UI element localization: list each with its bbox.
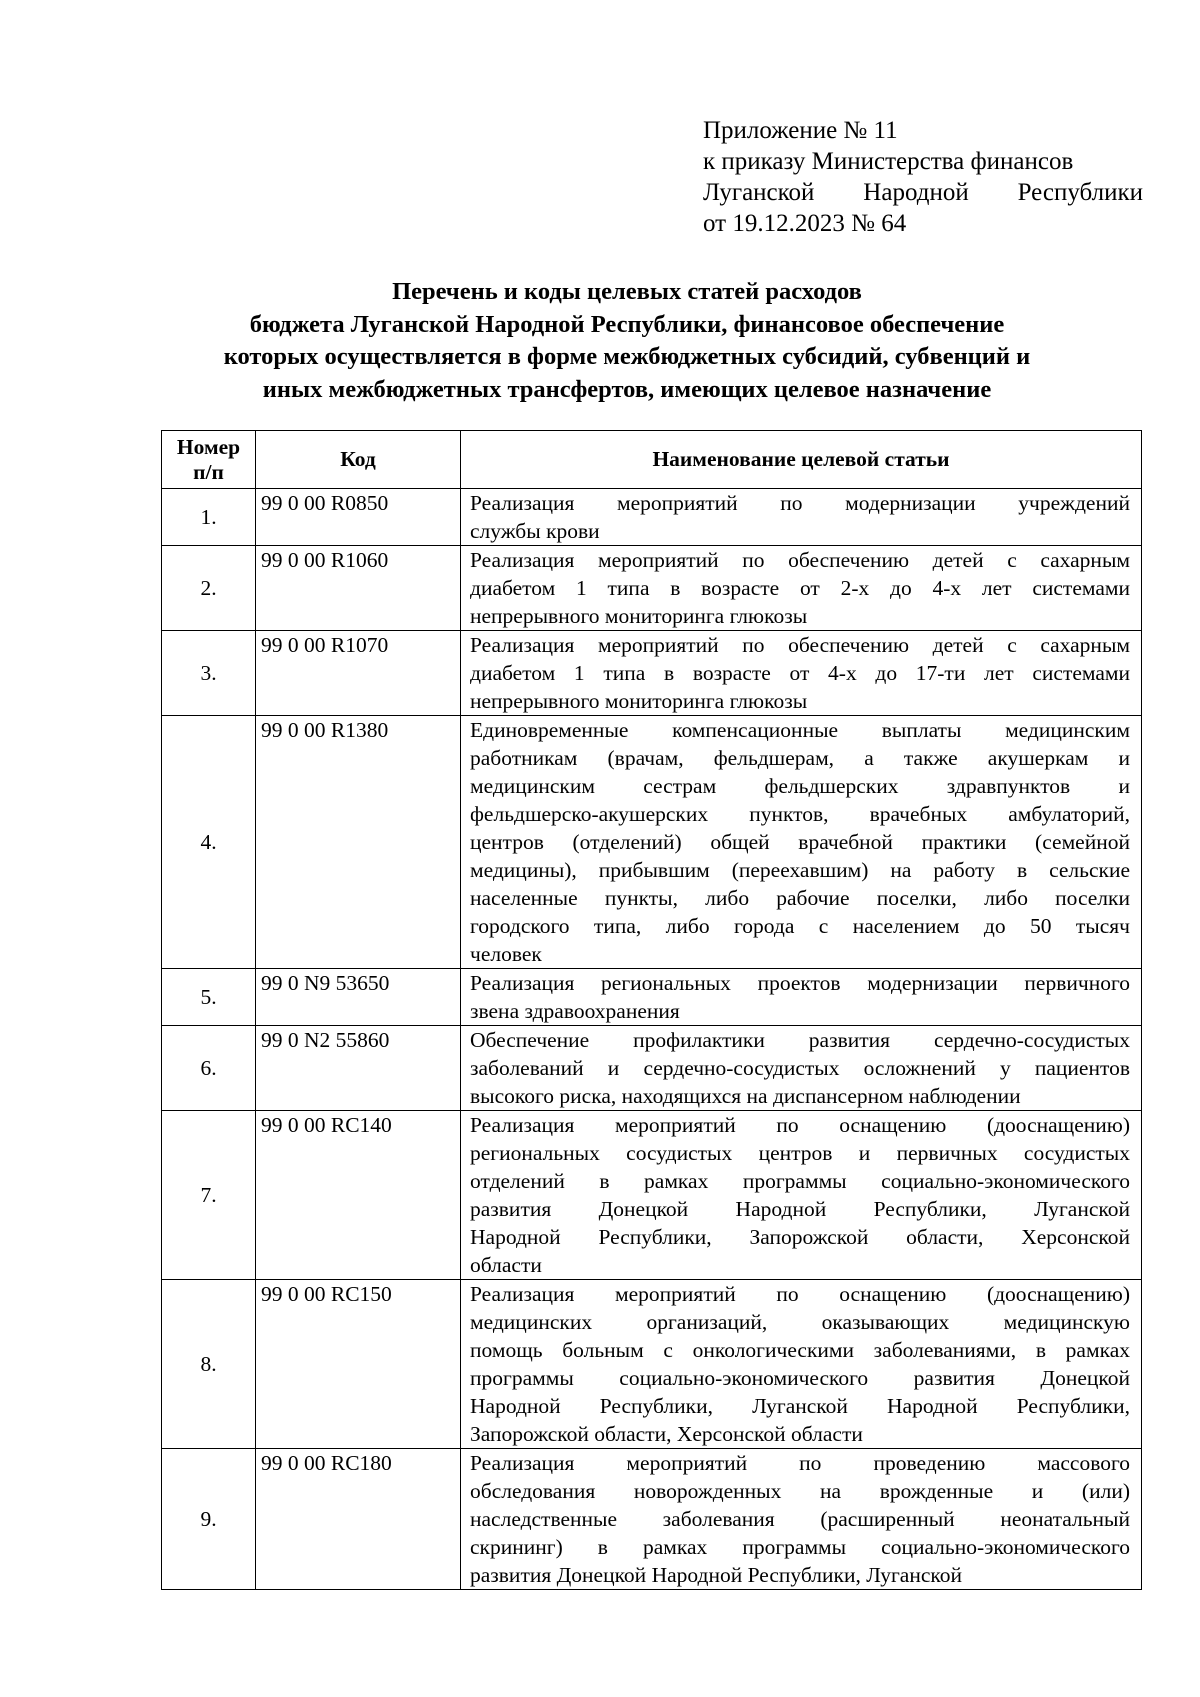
header-code: Код <box>256 431 461 489</box>
header-number-line: п/п <box>193 459 224 484</box>
title-line: Перечень и коды целевых статей расходов <box>392 278 862 305</box>
row-name-line: области <box>470 1253 542 1277</box>
row-name-line: Народной Республики, Запорожской области, Херсонской <box>470 1225 1130 1249</box>
row-name-line: Народной Республики, Луганской Народной Республики, <box>470 1394 1130 1418</box>
row-name <box>461 631 1142 716</box>
row-name-line: Обеспечение профилактики развития сердечно-сосудистых <box>470 1028 1130 1052</box>
row-name <box>461 1111 1142 1280</box>
row-name-line: региональных сосудистых центров и первичных сосудистых <box>470 1141 1130 1165</box>
row-number: 6. <box>162 1026 256 1111</box>
table-row <box>162 489 1142 546</box>
row-code: 99 0 00 RC180 <box>256 1449 461 1590</box>
row-number: 3. <box>162 631 256 716</box>
row-name-line: отделений в рамках программы социально-экономического <box>470 1169 1130 1193</box>
row-name-line: Реализация мероприятий по обеспечению детей с сахарным <box>470 548 1130 572</box>
row-name-line: медицины), прибывшим (переехавшим) на работу в сельские <box>470 858 1130 882</box>
table-row <box>162 631 1142 716</box>
table-row <box>162 1026 1142 1111</box>
row-name-line: развития Донецкой Народной Республики, Луганской <box>470 1197 1130 1221</box>
appendix-line: Приложение № 11 <box>703 117 898 144</box>
row-code: 99 0 00 R0850 <box>256 489 461 546</box>
row-name-line: диабетом 1 типа в возрасте от 4-х до 17-ти лет системами <box>470 661 1130 685</box>
row-name-line: обследования новорожденных на врожденные и (или) <box>470 1479 1130 1503</box>
row-code: 99 0 00 RC140 <box>256 1111 461 1280</box>
row-name-line: Реализация региональных проектов модернизации первичного <box>470 971 1130 995</box>
row-name-line: программы социально-экономического развития Донецкой <box>470 1366 1130 1390</box>
row-number: 4. <box>162 716 256 969</box>
row-number: 2. <box>162 546 256 631</box>
row-name <box>461 489 1142 546</box>
row-name-line: звена здравоохранения <box>470 999 680 1023</box>
row-name-line: наследственные заболевания (расширенный неонатальный <box>470 1507 1130 1531</box>
document-title <box>150 276 1104 406</box>
table-header-row <box>162 431 1142 489</box>
target-articles-table <box>161 430 1142 1590</box>
row-name-line: Запорожской области, Херсонской области <box>470 1422 863 1446</box>
table-row <box>162 716 1142 969</box>
row-name-line: человек <box>470 942 542 966</box>
row-number: 9. <box>162 1449 256 1590</box>
row-name-line: службы крови <box>470 519 600 543</box>
row-name <box>461 1026 1142 1111</box>
table-body <box>162 489 1142 1590</box>
row-name-line: медицинским сестрам фельдшерских здравпунктов и <box>470 774 1130 798</box>
row-name-line: Реализация мероприятий по обеспечению детей с сахарным <box>470 633 1130 657</box>
header-number <box>162 431 256 489</box>
row-number: 7. <box>162 1111 256 1280</box>
row-code: 99 0 N2 55860 <box>256 1026 461 1111</box>
header-name: Наименование целевой статьи <box>461 431 1142 489</box>
row-name-line: Реализация мероприятий по оснащению (дооснащению) <box>470 1282 1130 1306</box>
row-number: 1. <box>162 489 256 546</box>
row-code: 99 0 N9 53650 <box>256 969 461 1026</box>
title-line: бюджета Луганской Народной Республики, финансовое обеспечение <box>249 310 1005 338</box>
row-name-line: Реализация мероприятий по оснащению (дооснащению) <box>470 1113 1130 1137</box>
row-name <box>461 969 1142 1026</box>
row-name-line: развития Донецкой Народной Республики, Луганской <box>470 1563 963 1587</box>
row-number: 5. <box>162 969 256 1026</box>
row-name-line: Единовременные компенсационные выплаты медицинским <box>470 718 1130 742</box>
row-code: 99 0 00 R1060 <box>256 546 461 631</box>
appendix-line: Луганской Народной Республики <box>703 179 1143 206</box>
row-name-line: центров (отделений) общей врачебной практики (семейной <box>470 830 1130 854</box>
row-code: 99 0 00 R1380 <box>256 716 461 969</box>
row-number: 8. <box>162 1280 256 1449</box>
header-number-line: Номер <box>176 434 241 459</box>
row-name <box>461 546 1142 631</box>
table-row <box>162 1280 1142 1449</box>
row-name-line: диабетом 1 типа в возрасте от 2-х до 4-х лет системами <box>470 576 1130 600</box>
title-line: иных межбюджетных трансфертов, имеющих целевое назначение <box>262 375 992 403</box>
row-name-line: непрерывного мониторинга глюкозы <box>470 689 808 713</box>
row-name-line: высокого риска, находящихся на диспансерном наблюдении <box>470 1084 1021 1108</box>
row-name-line: непрерывного мониторинга глюкозы <box>470 604 808 628</box>
row-name-line: Реализация мероприятий по модернизации учреждений <box>470 491 1130 515</box>
appendix-line: от 19.12.2023 № 64 <box>703 210 907 237</box>
row-name-line: скрининг) в рамках программы социально-экономического <box>470 1535 1130 1559</box>
row-name <box>461 1280 1142 1449</box>
row-name-line: населенные пункты, либо рабочие поселки, либо поселки <box>470 886 1130 910</box>
row-name-line: заболеваний и сердечно-сосудистых осложнений у пациентов <box>470 1056 1130 1080</box>
table-row <box>162 1449 1142 1590</box>
title-line: которых осуществляется в форме межбюджетных субсидий, субвенций и <box>223 343 1031 370</box>
row-name-line: работникам (врачам, фельдшерам, а также акушеркам и <box>470 746 1130 770</box>
row-name <box>461 716 1142 969</box>
table-row <box>162 969 1142 1026</box>
row-name-line: Реализация мероприятий по проведению массового <box>470 1451 1130 1475</box>
appendix-block <box>703 115 1143 239</box>
row-code: 99 0 00 R1070 <box>256 631 461 716</box>
row-code: 99 0 00 RC150 <box>256 1280 461 1449</box>
row-name-line: городского типа, либо города с населением до 50 тысяч <box>470 914 1130 938</box>
row-name-line: фельдшерско-акушерских пунктов, врачебных амбулаторий, <box>470 802 1130 826</box>
table-row <box>162 1111 1142 1280</box>
table-row <box>162 546 1142 631</box>
row-name-line: медицинских организаций, оказывающих медицинскую <box>470 1310 1130 1334</box>
appendix-line: к приказу Министерства финансов <box>703 148 1074 175</box>
row-name <box>461 1449 1142 1590</box>
row-name-line: помощь больным с онкологическими заболеваниями, в рамках <box>470 1338 1130 1362</box>
